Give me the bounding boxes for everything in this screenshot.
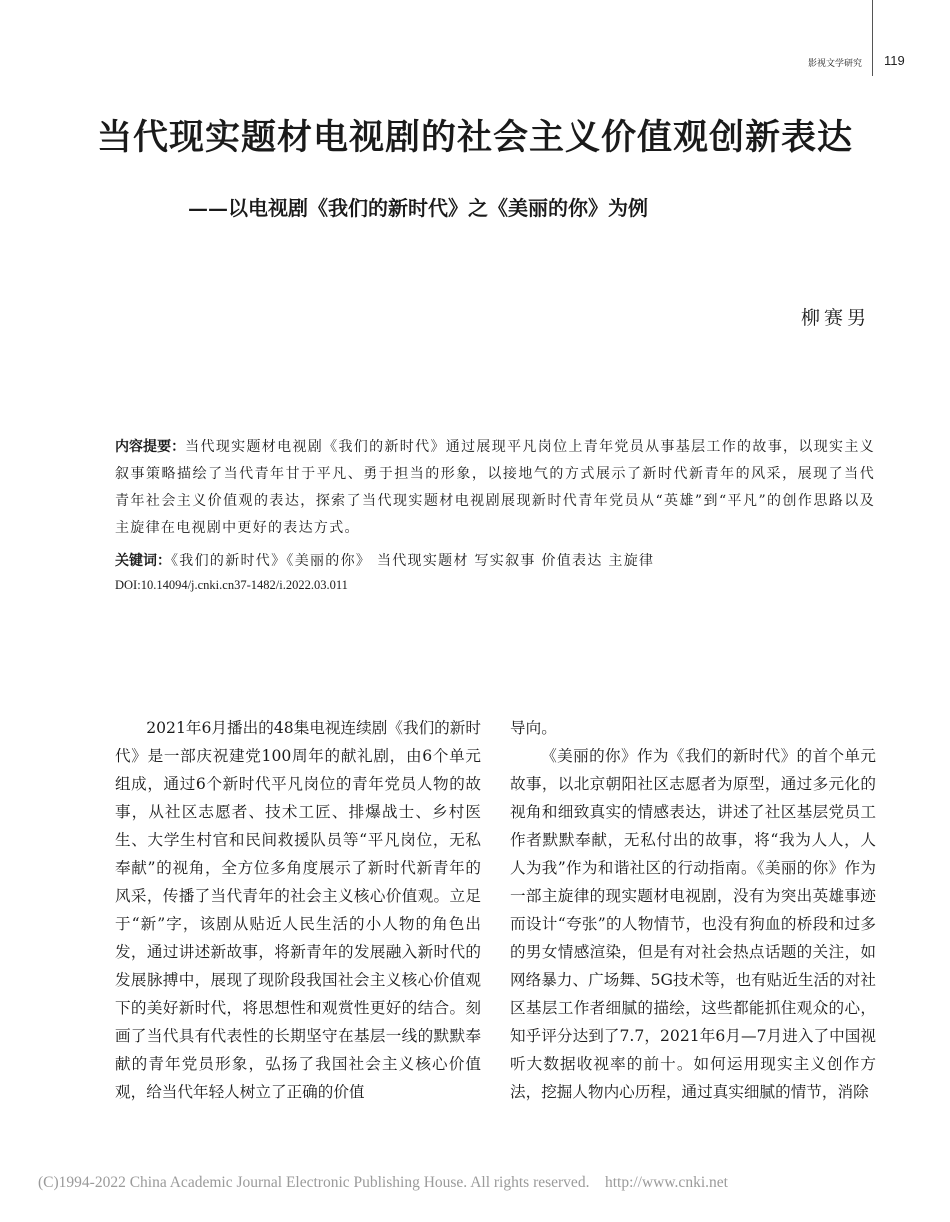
abstract-label: 内容提要： <box>115 439 186 455</box>
copyright-text: (C)1994-2022 China Academic Journal Electronic Publishing House. All rights reserved. <box>38 1174 590 1191</box>
keywords-text: 《我们的新时代》《美丽的你》 当代现实题材 写实叙事 价值表达 主旋律 <box>171 553 655 569</box>
header-divider <box>872 0 873 76</box>
article-title: 当代现实题材电视剧的社会主义价值观创新表达 <box>96 117 853 158</box>
footer-url: http://www.cnki.net <box>604 1174 728 1191</box>
body-paragraph: 导向。 <box>510 719 557 737</box>
copyright-footer <box>38 1174 728 1192</box>
page-number: 119 <box>884 53 905 68</box>
author-name: 柳赛男 <box>800 307 870 329</box>
keywords-label: 关键词： <box>115 553 171 569</box>
doi: DOI:10.14094/j.cnki.cn37-1482/i.2022.03.011 <box>115 578 348 592</box>
journal-name: 影视文学研究 <box>808 59 863 69</box>
body-column-right <box>510 714 876 1106</box>
body-paragraph: 《美丽的你》作为《我们的新时代》的首个单元故事，以北京朝阳社区志愿者为原型，通过多元化的视角和细致真实的情感表达，讲述了社区基层党员工作者默默奉献，无私付出的故事，将“我为人人，人人为我”作为和谐社区的行动指南。《美丽的你》作为一部主旋律的现实题材电视剧，没有为突出英雄事迹而设计“夸张”的人物情节，也没有狗血的桥段和过多的男女情感渲染，但是有对社会热点话题的关注，如网络暴力、广场舞、5G技术等，也有贴近生活的对社区基层工作者细腻的描绘，这些都能抓住观众的心，知乎评分达到了7.7，2021年6月—7月进入了中国视听大数据收视率的前十。如何运用现实主义创作方法，挖掘人物内心历程，通过真实细腻的情节，消除 <box>510 747 876 1101</box>
abstract-text: 当代现实题材电视剧《我们的新时代》通过展现平凡岗位上青年党员从事基层工作的故事，以现实主义叙事策略描绘了当代青年甘于平凡、勇于担当的形象，以接地气的方式展示了新时代新青年的风采，展现了当代青年社会主义价值观的表达，探索了当代现实题材电视剧展现新时代青年党员从“英雄”到“平凡”的创作思路以及主旋律在电视剧中更好的表达方式。 <box>115 439 875 536</box>
body-paragraph: 2021年6月播出的48集电视连续剧《我们的新时代》是一部庆祝建党100周年的献礼剧，由6个单元组成，通过6个新时代平凡岗位的青年党员人物的故事，从社区志愿者、技术工匠、排爆战士、乡村医生、大学生村官和民间救援队员等“平凡岗位，无私奉献”的视角，全方位多角度展示了新时代新青年的风采，传播了当代青年的社会主义核心价值观。立足于“新”字，该剧从贴近人民生活的小人物的角色出发，通过讲述新故事，将新青年的发展融入新时代的发展脉搏中，展现了现阶段我国社会主义核心价值观下的美好新时代，将思想性和观赏性更好的结合。刻画了当代具有代表性的长期坚守在基层一线的默默奉献的青年党员形象，弘扬了我国社会主义核心价值观，给当代年轻人树立了正确的价值 <box>115 719 481 1101</box>
article-subtitle: ——以电视剧《我们的新时代》之《美丽的你》为例 <box>188 196 648 220</box>
abstract <box>115 434 875 542</box>
keywords <box>115 550 654 570</box>
body-column-left <box>115 714 481 1106</box>
